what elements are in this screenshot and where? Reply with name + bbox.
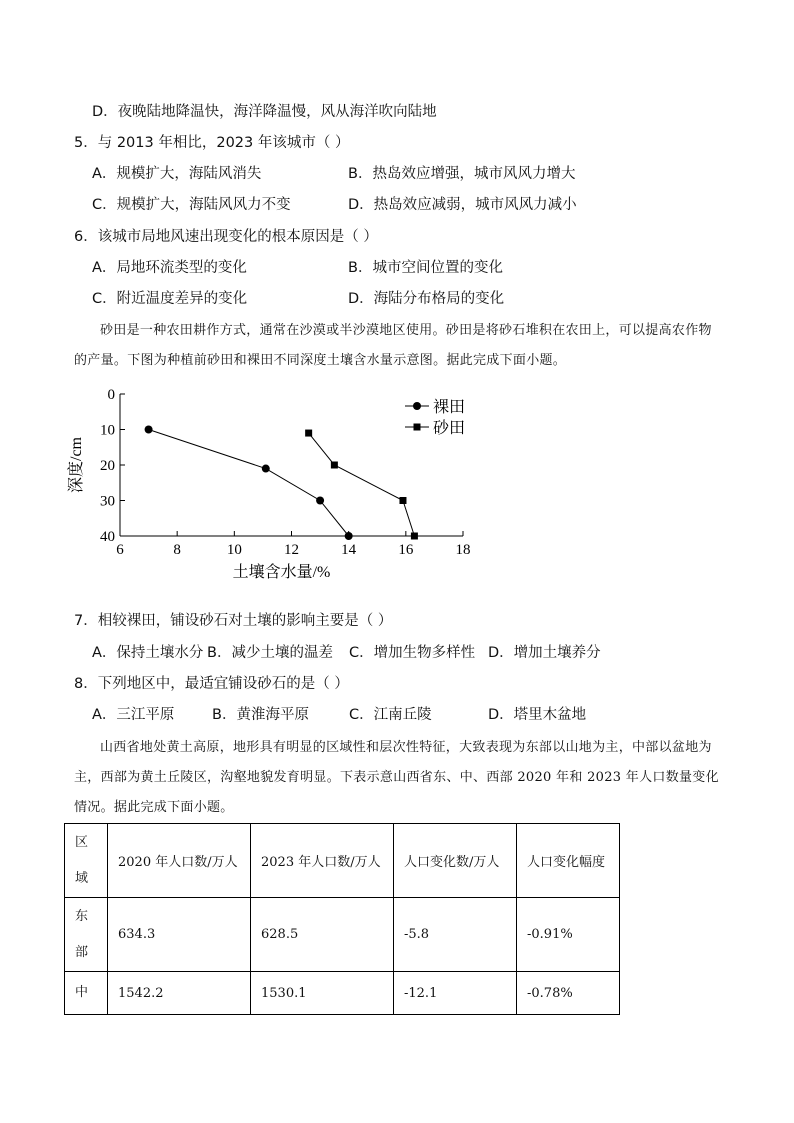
x-tick-label: 10	[226, 542, 242, 558]
q6-option-c: C．附近温度差异的变化	[92, 291, 248, 307]
q5-option-a: A．规模扩大，海陆风消失	[92, 166, 262, 182]
q5-stem: 5．与 2013 年相比，2023 年该城市（ ）	[74, 135, 350, 151]
x-tick-label: 14	[341, 542, 357, 558]
legend-label: 裸田	[433, 399, 466, 416]
passage-shanxi: 山西省地处黄土高原，地形具有明显的区域性和层次性特征，大致表现为东部以山地为主，中部以盆地为主，西部为黄土丘陵区，沟壑地貌发育明显。下表示意山西省东、中、西部 2020 年和 2023 年人口数量变化情况。据此完成下面小题。	[74, 740, 719, 815]
q8-stem: 8．下列地区中，最适宜铺设砂石的是（ ）	[74, 676, 349, 692]
passage-sand-field: 砂田是一种农田耕作方式，通常在沙漠或半沙漠地区使用。砂田是将砂石堆积在农田上，可以提高农作物的产量。下图为种植前砂田和裸田不同深度土壤含水量示意图。据此完成下面小题。	[74, 323, 712, 368]
series-line-2	[309, 433, 415, 536]
q6-stem: 6．该城市局地风速出现变化的根本原因是（ ）	[74, 229, 378, 245]
q6-option-a: A．局地环流类型的变化	[92, 260, 247, 276]
q5-option-d: D．热岛效应减弱，城市风风力减小	[348, 197, 577, 213]
q7-option-d: D．增加土壤养分	[488, 645, 601, 661]
x-tick-label: 8	[173, 542, 181, 558]
q4-option-d: D．夜晚陆地降温快，海洋降温慢，风从海洋吹向陆地	[92, 104, 437, 120]
data-point-square	[411, 533, 418, 540]
q5-option-b: B．热岛效应增强，城市风风力增大	[348, 166, 576, 182]
table-cell: 中	[65, 972, 108, 1015]
y-tick-label: 30	[100, 493, 115, 510]
q7-stem: 7．相较裸田，铺设砂石对土壤的影响主要是（ ）	[74, 613, 393, 629]
y-tick-label: 20	[100, 458, 115, 474]
data-point-circle	[145, 426, 153, 434]
table-cell: 东部	[65, 898, 108, 972]
x-tick-label: 12	[284, 542, 299, 558]
data-point-circle	[316, 497, 324, 505]
x-axis-title: 土壤含水量/%	[232, 564, 331, 581]
q8-option-c: C．江南丘陵	[349, 707, 432, 723]
table-cell: -12.1	[394, 972, 517, 1015]
q5-option-c: C．规模扩大，海陆风风力不变	[92, 197, 291, 213]
table-row	[65, 972, 620, 1015]
population-table	[64, 823, 620, 1015]
table-header-cell: 区域	[65, 824, 108, 898]
table-cell: 1530.1	[251, 972, 394, 1015]
q7-option-a: A．保持土壤水分	[92, 645, 204, 661]
table-cell: 634.3	[108, 898, 251, 972]
y-tick-label: 0	[107, 387, 115, 403]
table-row	[65, 898, 620, 972]
data-point-square	[331, 462, 338, 469]
table-cell: 628.5	[251, 898, 394, 972]
x-tick-label: 16	[398, 542, 414, 558]
table-header-cell: 2023 年人口数/万人	[251, 824, 394, 898]
data-point-square	[305, 430, 312, 437]
legend-label: 砂田	[433, 420, 466, 437]
data-point-circle	[262, 465, 270, 473]
q7-option-c: C．增加生物多样性	[349, 645, 476, 661]
x-tick-label: 6	[116, 542, 124, 558]
table-header-row	[65, 824, 620, 898]
table-cell: -0.91%	[517, 898, 620, 972]
table-cell: -0.78%	[517, 972, 620, 1015]
data-point-circle	[345, 532, 353, 540]
y-axis-title: 深度/cm	[68, 437, 85, 493]
legend-marker-square	[414, 424, 421, 431]
table-header-cell: 人口变化数/万人	[394, 824, 517, 898]
table-header-cell: 2020 年人口数/万人	[108, 824, 251, 898]
legend-marker-circle	[413, 402, 421, 410]
q8-option-a: A．三江平原	[92, 707, 175, 723]
y-tick-label: 40	[100, 529, 115, 545]
soil-moisture-chart	[64, 380, 484, 595]
q6-option-d: D．海陆分布格局的变化	[348, 291, 505, 307]
y-tick-label: 10	[100, 422, 115, 439]
table-cell: -5.8	[394, 898, 517, 972]
q7-option-b: B．减少土壤的温差	[207, 645, 333, 661]
table-cell: 1542.2	[108, 972, 251, 1015]
q6-option-b: B．城市空间位置的变化	[348, 260, 503, 276]
table-header-cell: 人口变化幅度	[517, 824, 620, 898]
q8-option-d: D．塔里木盆地	[488, 707, 587, 723]
data-point-square	[399, 497, 406, 504]
q8-option-b: B．黄淮海平原	[212, 707, 309, 723]
x-tick-label: 18	[455, 542, 471, 558]
